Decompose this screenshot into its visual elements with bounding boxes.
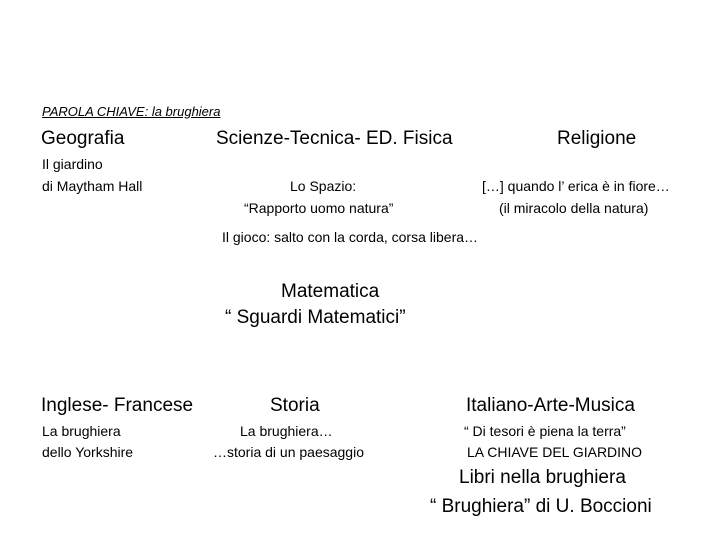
religione-line-2: (il miracolo della natura) <box>499 200 649 216</box>
inglese-line-2: dello Yorkshire <box>42 444 134 460</box>
scienze-line-3: Il gioco: salto con la corda, corsa libera… <box>222 229 479 245</box>
storia-line-2: …storia di un paesaggio <box>213 444 364 460</box>
scienze-heading: Scienze-Tecnica- ED. Fisica <box>216 128 453 149</box>
italiano-line-4: “ Brughiera” di U. Boccioni <box>430 496 652 517</box>
italiano-line-2: LA CHIAVE DEL GIARDINO <box>467 444 643 460</box>
italiano-heading: Italiano-Arte-Musica <box>466 395 635 416</box>
scienze-line-2: “Rapporto uomo natura” <box>244 200 394 216</box>
italiano-line-3: Libri nella brughiera <box>459 467 626 488</box>
inglese-heading: Inglese- Francese <box>41 395 194 416</box>
storia-line-1: La brughiera… <box>240 423 333 439</box>
religione-heading: Religione <box>557 128 637 149</box>
geografia-heading: Geografia <box>41 128 125 149</box>
storia-heading: Storia <box>270 395 320 416</box>
matematica-subtitle: “ Sguardi Matematici” <box>225 307 406 328</box>
keyword-title: PAROLA CHIAVE: la brughiera <box>42 104 221 119</box>
matematica-heading: Matematica <box>281 281 380 302</box>
religione-line-1: […] quando l’ erica è in fiore… <box>482 178 670 194</box>
geografia-line-1: Il giardino <box>42 156 103 172</box>
scienze-line-1: Lo Spazio: <box>290 178 357 194</box>
geografia-line-2: di Maytham Hall <box>42 178 143 194</box>
italiano-line-1: “ Di tesori è piena la terra” <box>464 423 626 439</box>
inglese-line-1: La brughiera <box>42 423 121 439</box>
